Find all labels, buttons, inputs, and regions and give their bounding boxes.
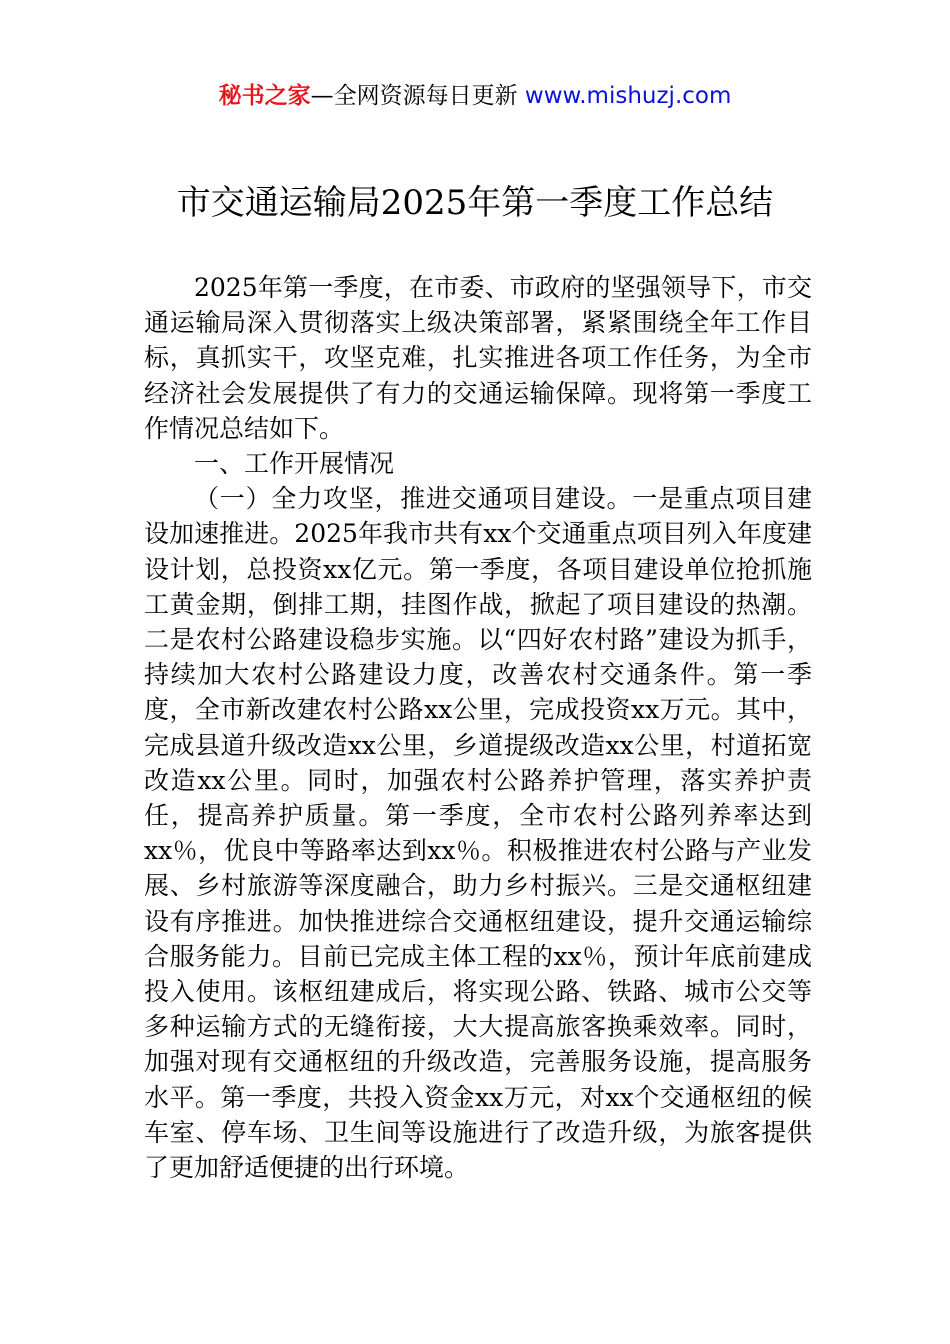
header-tagline: —全网资源每日更新 <box>310 83 525 109</box>
section-heading: 一、工作开展情况 <box>194 449 395 479</box>
body-paragraph: （一）全力攻坚，推进交通项目建设。一是重点项目建设加速推进。2025年我市共有xx个交通重点项目列入年度建设计划，总投资xx亿元。第一季度，各项目建设单位抢抓施工黄金期，倒排工期，挂图作战，掀起了项目建设的热潮。二是农村公路建设稳步实施。以“四好农村路”建设为抓手，持续加大农村公路建设力度，改善农村交通条件。第一季度，全市新改建农村公路xx公里，完成投资xx万元。其中，完成县道升级改造xx公里，乡道提级改造xx公里，村道拓宽改造xx公里。同时，加强农村公路养护管理，落实养护责任，提高养护质量。第一季度，全市农村公路列养率达到xx％，优良中等路率达到xx％。积极推进农村公路与产业发展、乡村旅游等深度融合，助力乡村振兴。三是交通枢纽建设有序推进。加快推进综合交通枢纽建设，提升交通运输综合服务能力。目前已完成主体工程的xx％，预计年底前建成投入使用。该枢纽建成后，将实现公路、铁路、城市公交等多种运输方式的无缝衔接，大大提高旅客换乘效率。同时，加强对现有交通枢纽的升级改造，完善服务设施，提高服务水平。第一季度，共投入资金xx万元，对xx个交通枢纽的候车室、停车场、卫生间等设施进行了改造升级，为旅客提供了更加舒适便捷的出行环境。 <box>144 484 812 1183</box>
intro-paragraph: 2025年第一季度，在市委、市政府的坚强领导下，市交通运输局深入贯彻落实上级决策部署，紧紧围绕全年工作目标，真抓实干，攻坚克难，扎实推进各项工作任务，为全市经济社会发展提供了有力的交通运输保障。现将第一季度工作情况总结如下。 <box>144 273 812 443</box>
site-url-link[interactable]: www.mishuzj.com <box>524 83 732 109</box>
brand-name: 秘书之家 <box>218 83 311 109</box>
document-body <box>144 270 812 1185</box>
site-header <box>0 78 950 114</box>
document-title: 市交通运输局2025年第一季度工作总结 <box>176 183 774 223</box>
